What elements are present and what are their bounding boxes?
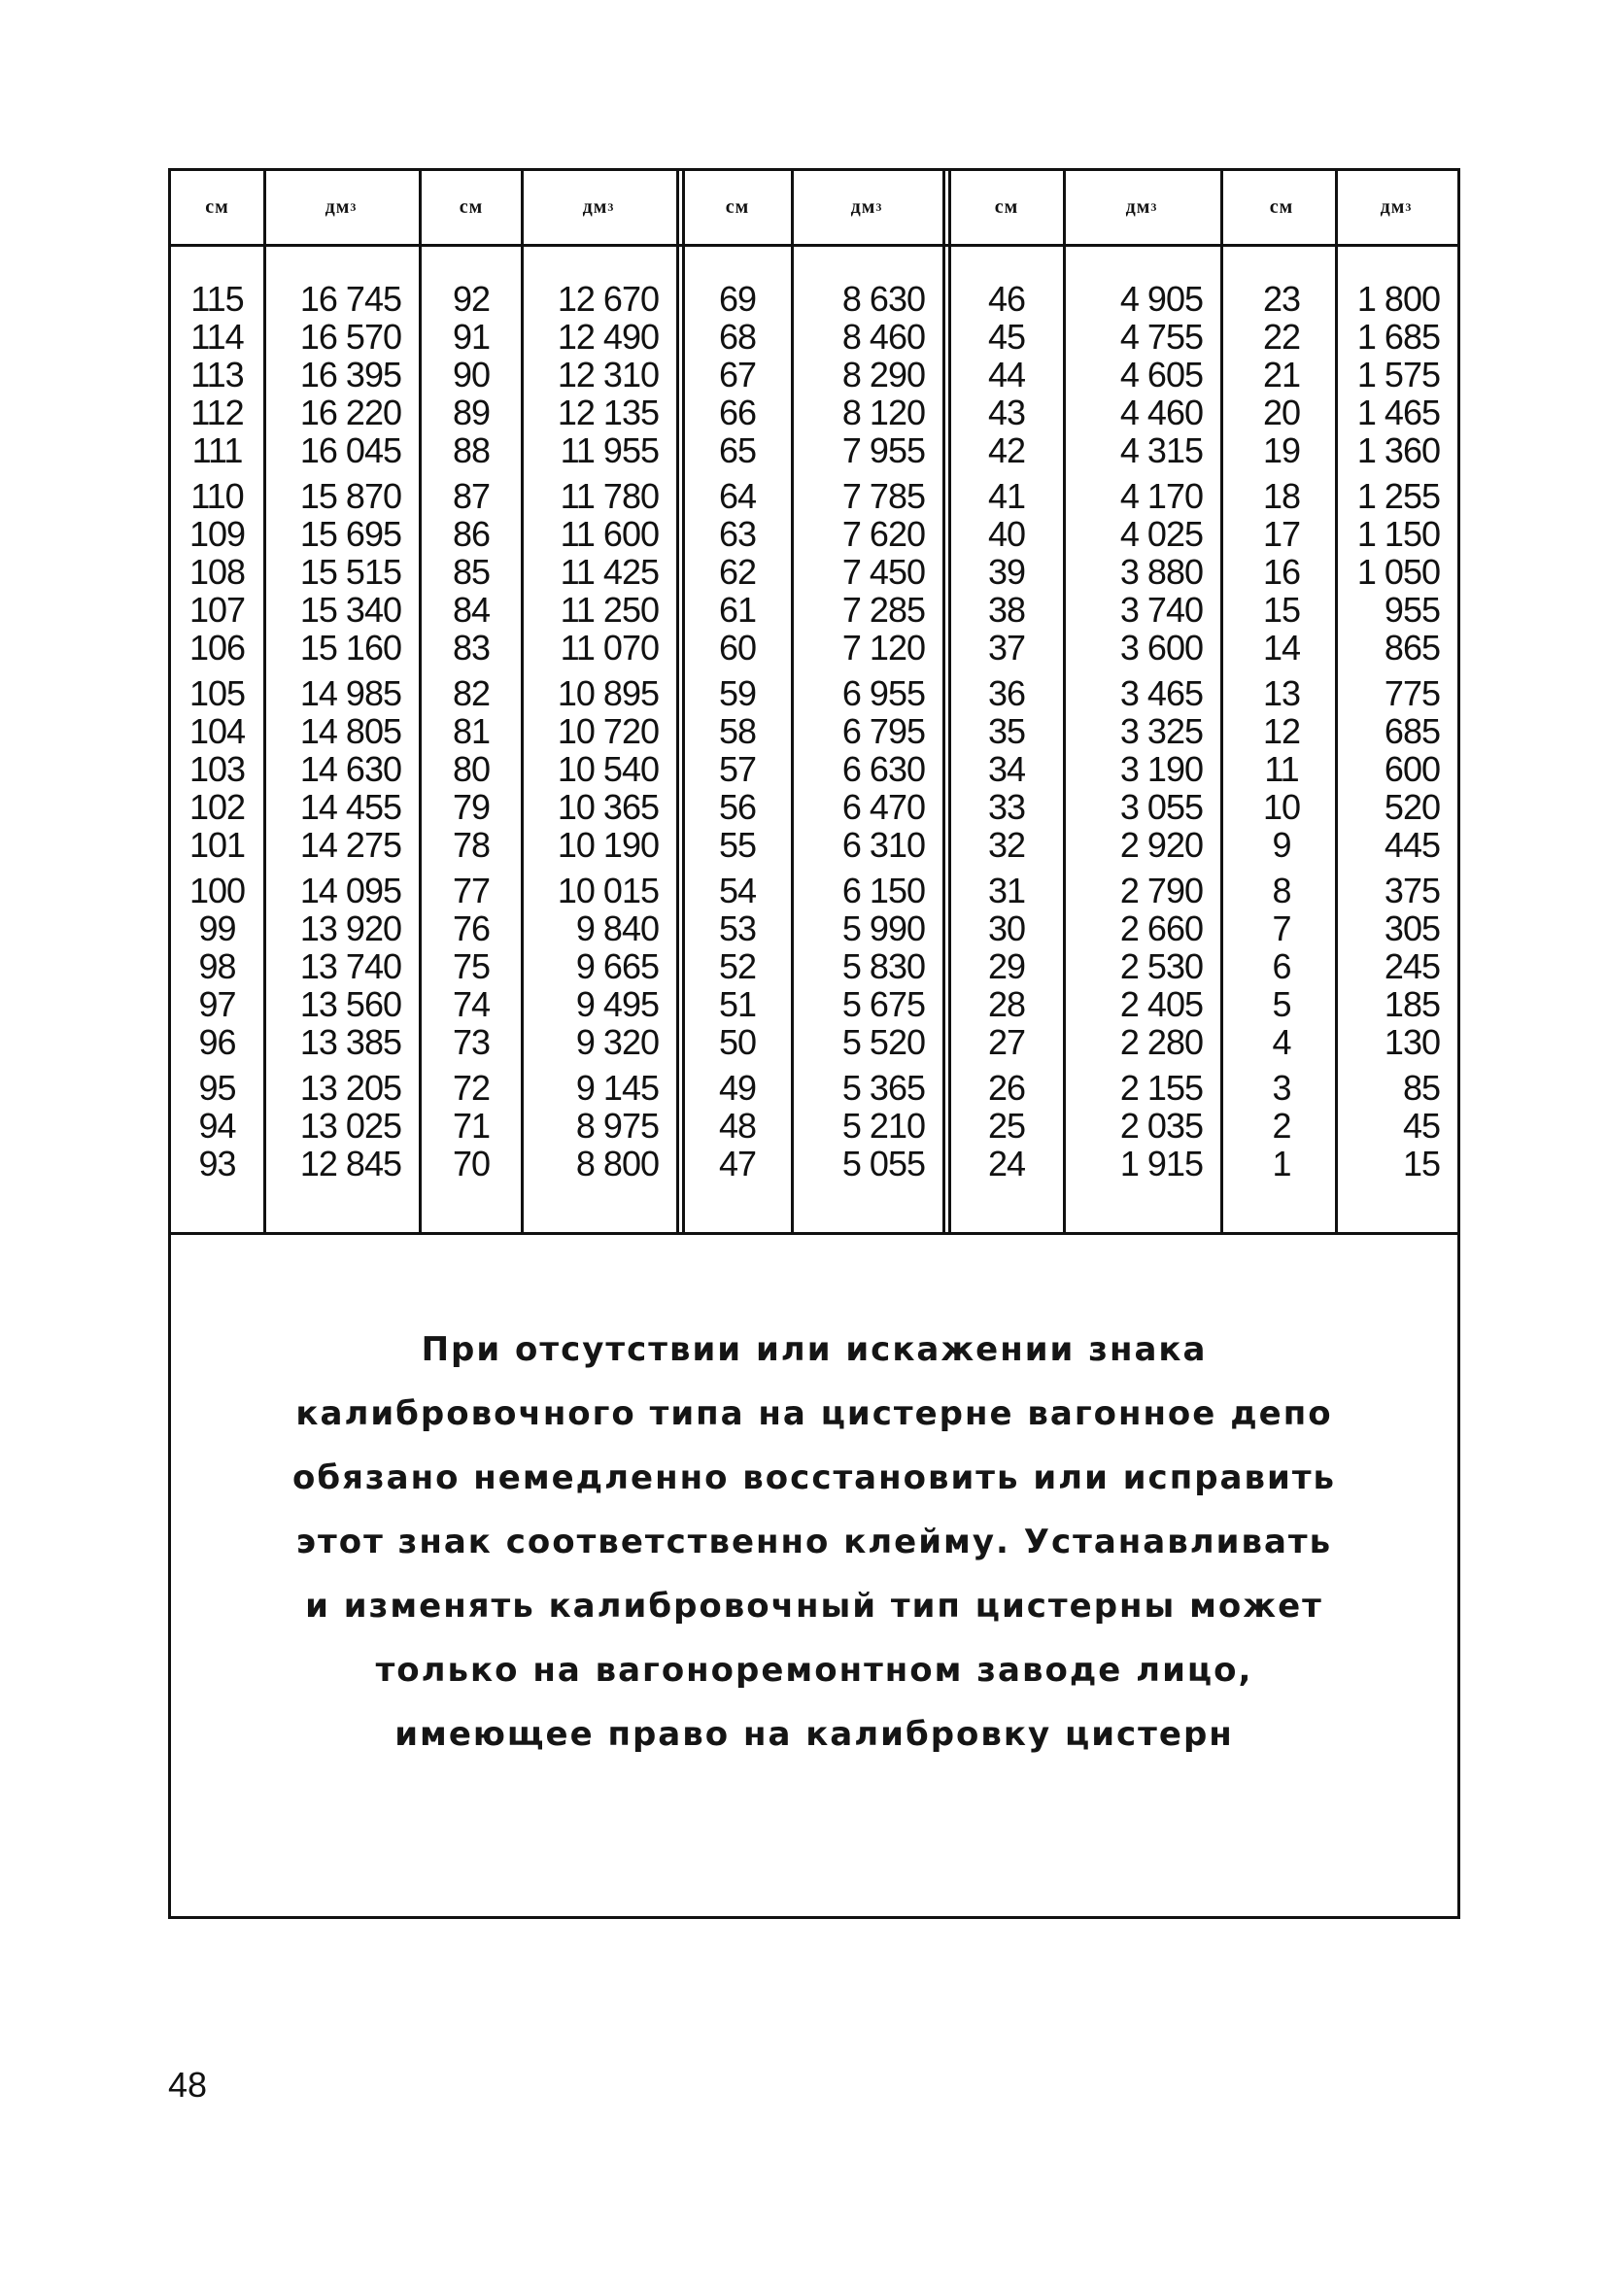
column-divider: [1063, 171, 1066, 1235]
header-dm3: дм 3: [850, 196, 883, 218]
page-number: 48: [168, 2065, 208, 2105]
cell-cm: 74: [452, 984, 491, 1024]
cell-dm3: 11 780: [560, 476, 659, 516]
cell-dm3: 2 530: [1119, 946, 1203, 986]
cell-dm3: 6 630: [841, 749, 925, 789]
header-divider: [171, 244, 1457, 247]
cell-cm: 57: [718, 749, 757, 789]
cell-dm3: 14 275: [299, 825, 401, 865]
cell-cm: 2: [1272, 1106, 1291, 1146]
cell-cm: 87: [452, 476, 491, 516]
cell-cm: 113: [190, 355, 244, 394]
cell-cm: 11: [1264, 749, 1299, 789]
cell-dm3: 6 795: [841, 711, 925, 751]
cell-dm3: 185: [1384, 984, 1440, 1024]
cell-cm: 69: [718, 279, 757, 319]
cell-cm: 26: [987, 1068, 1026, 1108]
cell-cm: 84: [452, 590, 491, 630]
cell-dm3: 15: [1402, 1144, 1440, 1183]
cell-cm: 14: [1262, 628, 1301, 668]
cell-dm3: 7 620: [841, 514, 925, 554]
cell-cm: 29: [987, 946, 1026, 986]
cell-cm: 40: [987, 514, 1026, 554]
cell-cm: 90: [452, 355, 491, 394]
cell-dm3: 5 675: [841, 984, 925, 1024]
cell-cm: 86: [452, 514, 491, 554]
cell-dm3: 10 720: [557, 711, 659, 751]
cell-cm: 83: [452, 628, 491, 668]
notice-line: и изменять калибровочный тип цистерны может: [305, 1587, 1323, 1626]
cell-cm: 56: [718, 787, 757, 827]
cell-dm3: 9 495: [575, 984, 659, 1024]
cell-dm3: 9 320: [575, 1022, 659, 1062]
notice-line: калибровочного типа на цистерне вагонное депо: [295, 1394, 1333, 1433]
cell-dm3: 12 490: [557, 317, 659, 357]
cell-dm3: 9 840: [575, 908, 659, 948]
cell-dm3: 16 220: [299, 393, 401, 432]
column-divider: [521, 171, 524, 1235]
cell-dm3: 14 630: [299, 749, 401, 789]
cell-dm3: 8 120: [841, 393, 925, 432]
cell-cm: 68: [718, 317, 757, 357]
cell-dm3: 7 120: [841, 628, 925, 668]
cell-cm: 32: [987, 825, 1026, 865]
cell-dm3: 16 570: [299, 317, 401, 357]
cell-dm3: 4 905: [1119, 279, 1203, 319]
cell-dm3: 775: [1384, 673, 1440, 713]
cell-dm3: 15 160: [299, 628, 401, 668]
cell-dm3: 15 870: [299, 476, 401, 516]
cell-dm3: 1 050: [1356, 552, 1440, 592]
cell-cm: 27: [987, 1022, 1026, 1062]
cell-dm3: 4 315: [1119, 430, 1203, 470]
cell-cm: 34: [987, 749, 1026, 789]
cell-dm3: 12 845: [299, 1144, 401, 1183]
cell-cm: 54: [718, 871, 757, 910]
cell-cm: 37: [987, 628, 1026, 668]
cell-dm3: 8 630: [841, 279, 925, 319]
cell-cm: 64: [718, 476, 757, 516]
cell-cm: 112: [190, 393, 244, 432]
column-divider: [791, 171, 794, 1235]
notice-text: [171, 1318, 1457, 1766]
cell-cm: 33: [987, 787, 1026, 827]
cell-dm3: 3 190: [1119, 749, 1203, 789]
cell-cm: 76: [452, 908, 491, 948]
cell-cm: 3: [1272, 1068, 1291, 1108]
cell-dm3: 11 425: [560, 552, 659, 592]
cell-dm3: 10 540: [557, 749, 659, 789]
cell-cm: 96: [198, 1022, 236, 1062]
notice-line: этот знак соответственно клейму. Устанавливать: [295, 1523, 1333, 1561]
cell-dm3: 11 955: [560, 430, 659, 470]
cell-dm3: 3 325: [1119, 711, 1203, 751]
cell-dm3: 1 150: [1356, 514, 1440, 554]
cell-cm: 44: [987, 355, 1026, 394]
cell-dm3: 9 665: [575, 946, 659, 986]
cell-cm: 47: [718, 1144, 757, 1183]
cell-dm3: 12 670: [557, 279, 659, 319]
cell-dm3: 2 405: [1119, 984, 1203, 1024]
cell-dm3: 10 365: [557, 787, 659, 827]
cell-cm: 114: [190, 317, 244, 357]
cell-cm: 111: [191, 430, 243, 470]
cell-dm3: 685: [1384, 711, 1440, 751]
cell-dm3: 15 515: [299, 552, 401, 592]
cell-dm3: 13 920: [299, 908, 401, 948]
cell-dm3: 245: [1384, 946, 1440, 986]
cell-dm3: 11 250: [560, 590, 659, 630]
cell-dm3: 6 310: [841, 825, 925, 865]
cell-cm: 97: [198, 984, 236, 1024]
cell-dm3: 4 755: [1119, 317, 1203, 357]
cell-dm3: 8 800: [575, 1144, 659, 1183]
cell-cm: 24: [987, 1144, 1026, 1183]
cell-cm: 89: [452, 393, 491, 432]
cell-dm3: 10 190: [557, 825, 659, 865]
cell-cm: 59: [718, 673, 757, 713]
cell-cm: 61: [718, 590, 757, 630]
cell-dm3: 1 575: [1356, 355, 1440, 394]
cell-cm: 35: [987, 711, 1026, 751]
cell-cm: 78: [452, 825, 491, 865]
header-cm: см: [459, 196, 484, 218]
cell-cm: 46: [987, 279, 1026, 319]
cell-dm3: 1 360: [1356, 430, 1440, 470]
cell-cm: 63: [718, 514, 757, 554]
cell-dm3: 2 035: [1119, 1106, 1203, 1146]
cell-dm3: 10 015: [557, 871, 659, 910]
cell-cm: 15: [1262, 590, 1301, 630]
column-divider: [682, 171, 685, 1235]
cell-cm: 6: [1272, 946, 1291, 986]
cell-dm3: 13 025: [299, 1106, 401, 1146]
cell-cm: 71: [452, 1106, 491, 1146]
cell-cm: 21: [1262, 355, 1301, 394]
cell-dm3: 5 830: [841, 946, 925, 986]
cell-cm: 109: [188, 514, 246, 554]
cell-dm3: 130: [1384, 1022, 1440, 1062]
cell-cm: 77: [452, 871, 491, 910]
cell-cm: 67: [718, 355, 757, 394]
cell-cm: 105: [188, 673, 246, 713]
cell-cm: 94: [198, 1106, 236, 1146]
cell-dm3: 16 045: [299, 430, 401, 470]
cell-dm3: 6 470: [841, 787, 925, 827]
cell-cm: 60: [718, 628, 757, 668]
header-dm3: дм 3: [582, 196, 615, 218]
cell-cm: 36: [987, 673, 1026, 713]
cell-dm3: 5 520: [841, 1022, 925, 1062]
cell-cm: 13: [1262, 673, 1301, 713]
column-divider: [942, 171, 945, 1235]
cell-dm3: 12 310: [557, 355, 659, 394]
notice-line: имеющее право на калибровку цистерн: [394, 1715, 1234, 1754]
cell-cm: 28: [987, 984, 1026, 1024]
cell-cm: 110: [190, 476, 244, 516]
header-cm: см: [205, 196, 229, 218]
cell-cm: 101: [188, 825, 246, 865]
cell-cm: 10: [1262, 787, 1301, 827]
cell-cm: 12: [1262, 711, 1301, 751]
cell-dm3: 7 285: [841, 590, 925, 630]
cell-cm: 92: [452, 279, 491, 319]
cell-cm: 49: [718, 1068, 757, 1108]
cell-cm: 99: [198, 908, 236, 948]
cell-cm: 80: [452, 749, 491, 789]
cell-cm: 43: [987, 393, 1026, 432]
cell-dm3: 3 600: [1119, 628, 1203, 668]
header-cm: см: [994, 196, 1019, 218]
cell-dm3: 2 920: [1119, 825, 1203, 865]
cell-dm3: 8 290: [841, 355, 925, 394]
cell-dm3: 1 800: [1356, 279, 1440, 319]
cell-dm3: 7 955: [841, 430, 925, 470]
cell-dm3: 5 055: [841, 1144, 925, 1183]
cell-cm: 38: [987, 590, 1026, 630]
header-cm: см: [725, 196, 750, 218]
cell-dm3: 1 465: [1356, 393, 1440, 432]
cell-dm3: 16 395: [299, 355, 401, 394]
cell-dm3: 865: [1384, 628, 1440, 668]
cell-dm3: 3 055: [1119, 787, 1203, 827]
cell-dm3: 13 205: [299, 1068, 401, 1108]
cell-dm3: 11 600: [560, 514, 659, 554]
cell-dm3: 4 025: [1119, 514, 1203, 554]
header-dm3: дм 3: [1125, 196, 1158, 218]
cell-dm3: 8 975: [575, 1106, 659, 1146]
cell-cm: 75: [452, 946, 491, 986]
cell-dm3: 14 805: [299, 711, 401, 751]
cell-dm3: 13 740: [299, 946, 401, 986]
cell-cm: 30: [987, 908, 1026, 948]
cell-cm: 95: [198, 1068, 236, 1108]
cell-cm: 8: [1272, 871, 1291, 910]
cell-dm3: 14 455: [299, 787, 401, 827]
cell-dm3: 6 150: [841, 871, 925, 910]
cell-cm: 72: [452, 1068, 491, 1108]
cell-dm3: 520: [1384, 787, 1440, 827]
cell-dm3: 14 095: [299, 871, 401, 910]
cell-cm: 108: [188, 552, 246, 592]
calibration-table-frame: [168, 168, 1460, 1919]
cell-dm3: 5 990: [841, 908, 925, 948]
cell-dm3: 9 145: [575, 1068, 659, 1108]
cell-dm3: 5 210: [841, 1106, 925, 1146]
cell-cm: 88: [452, 430, 491, 470]
cell-cm: 7: [1272, 908, 1291, 948]
notice-line: При отсутствии или искажении знака: [421, 1330, 1208, 1369]
cell-dm3: 11 070: [560, 628, 659, 668]
cell-cm: 5: [1272, 984, 1291, 1024]
cell-cm: 81: [452, 711, 491, 751]
cell-dm3: 445: [1384, 825, 1440, 865]
cell-cm: 9: [1272, 825, 1291, 865]
cell-cm: 22: [1262, 317, 1301, 357]
column-divider: [419, 171, 422, 1235]
cell-cm: 93: [198, 1144, 236, 1183]
cell-cm: 48: [718, 1106, 757, 1146]
cell-dm3: 8 460: [841, 317, 925, 357]
cell-cm: 1: [1272, 1144, 1291, 1183]
cell-cm: 100: [188, 871, 246, 910]
column-divider: [676, 171, 679, 1235]
cell-dm3: 1 685: [1356, 317, 1440, 357]
cell-cm: 85: [452, 552, 491, 592]
cell-cm: 52: [718, 946, 757, 986]
cell-cm: 98: [198, 946, 236, 986]
table-bottom-divider: [171, 1232, 1457, 1235]
column-divider: [263, 171, 266, 1235]
cell-dm3: 13 385: [299, 1022, 401, 1062]
cell-cm: 107: [188, 590, 246, 630]
cell-dm3: 45: [1402, 1106, 1440, 1146]
cell-dm3: 5 365: [841, 1068, 925, 1108]
cell-dm3: 6 955: [841, 673, 925, 713]
cell-dm3: 15 340: [299, 590, 401, 630]
header-cm: см: [1269, 196, 1294, 218]
cell-dm3: 4 605: [1119, 355, 1203, 394]
cell-cm: 104: [188, 711, 246, 751]
cell-cm: 17: [1262, 514, 1301, 554]
cell-cm: 23: [1262, 279, 1301, 319]
cell-cm: 53: [718, 908, 757, 948]
cell-dm3: 3 740: [1119, 590, 1203, 630]
cell-cm: 102: [188, 787, 246, 827]
cell-cm: 25: [987, 1106, 1026, 1146]
cell-dm3: 600: [1384, 749, 1440, 789]
cell-dm3: 15 695: [299, 514, 401, 554]
cell-cm: 20: [1262, 393, 1301, 432]
cell-dm3: 2 790: [1119, 871, 1203, 910]
cell-dm3: 14 985: [299, 673, 401, 713]
cell-dm3: 3 465: [1119, 673, 1203, 713]
cell-dm3: 16 745: [299, 279, 401, 319]
cell-cm: 103: [188, 749, 246, 789]
cell-cm: 79: [452, 787, 491, 827]
cell-cm: 16: [1262, 552, 1301, 592]
cell-cm: 19: [1262, 430, 1301, 470]
column-divider: [1220, 171, 1223, 1235]
cell-cm: 4: [1272, 1022, 1291, 1062]
cell-dm3: 3 880: [1119, 552, 1203, 592]
cell-dm3: 10 895: [557, 673, 659, 713]
notice-line: обязано немедленно восстановить или исправить: [291, 1458, 1337, 1497]
column-divider: [1335, 171, 1338, 1235]
cell-dm3: 955: [1384, 590, 1440, 630]
cell-dm3: 2 280: [1119, 1022, 1203, 1062]
cell-dm3: 1 915: [1119, 1144, 1203, 1183]
cell-cm: 106: [188, 628, 246, 668]
cell-cm: 73: [452, 1022, 491, 1062]
cell-dm3: 12 135: [557, 393, 659, 432]
cell-cm: 115: [190, 279, 244, 319]
cell-dm3: 85: [1402, 1068, 1440, 1108]
notice-line: только на вагоноремонтном заводе лицо,: [375, 1651, 1253, 1690]
cell-cm: 62: [718, 552, 757, 592]
cell-dm3: 1 255: [1356, 476, 1440, 516]
header-dm3: дм 3: [1380, 196, 1413, 218]
cell-cm: 18: [1262, 476, 1301, 516]
cell-cm: 91: [452, 317, 491, 357]
cell-cm: 65: [718, 430, 757, 470]
cell-cm: 39: [987, 552, 1026, 592]
cell-cm: 42: [987, 430, 1026, 470]
cell-cm: 31: [987, 871, 1026, 910]
cell-dm3: 2 660: [1119, 908, 1203, 948]
cell-cm: 50: [718, 1022, 757, 1062]
cell-dm3: 4 460: [1119, 393, 1203, 432]
cell-cm: 45: [987, 317, 1026, 357]
cell-cm: 58: [718, 711, 757, 751]
cell-dm3: 7 450: [841, 552, 925, 592]
cell-dm3: 305: [1384, 908, 1440, 948]
cell-cm: 55: [718, 825, 757, 865]
cell-cm: 41: [987, 476, 1026, 516]
cell-cm: 70: [452, 1144, 491, 1183]
cell-dm3: 2 155: [1119, 1068, 1203, 1108]
column-divider: [948, 171, 951, 1235]
cell-dm3: 13 560: [299, 984, 401, 1024]
cell-cm: 66: [718, 393, 757, 432]
cell-cm: 82: [452, 673, 491, 713]
cell-dm3: 375: [1384, 871, 1440, 910]
header-dm3: дм 3: [325, 196, 358, 218]
cell-dm3: 4 170: [1119, 476, 1203, 516]
cell-dm3: 7 785: [841, 476, 925, 516]
cell-cm: 51: [718, 984, 757, 1024]
